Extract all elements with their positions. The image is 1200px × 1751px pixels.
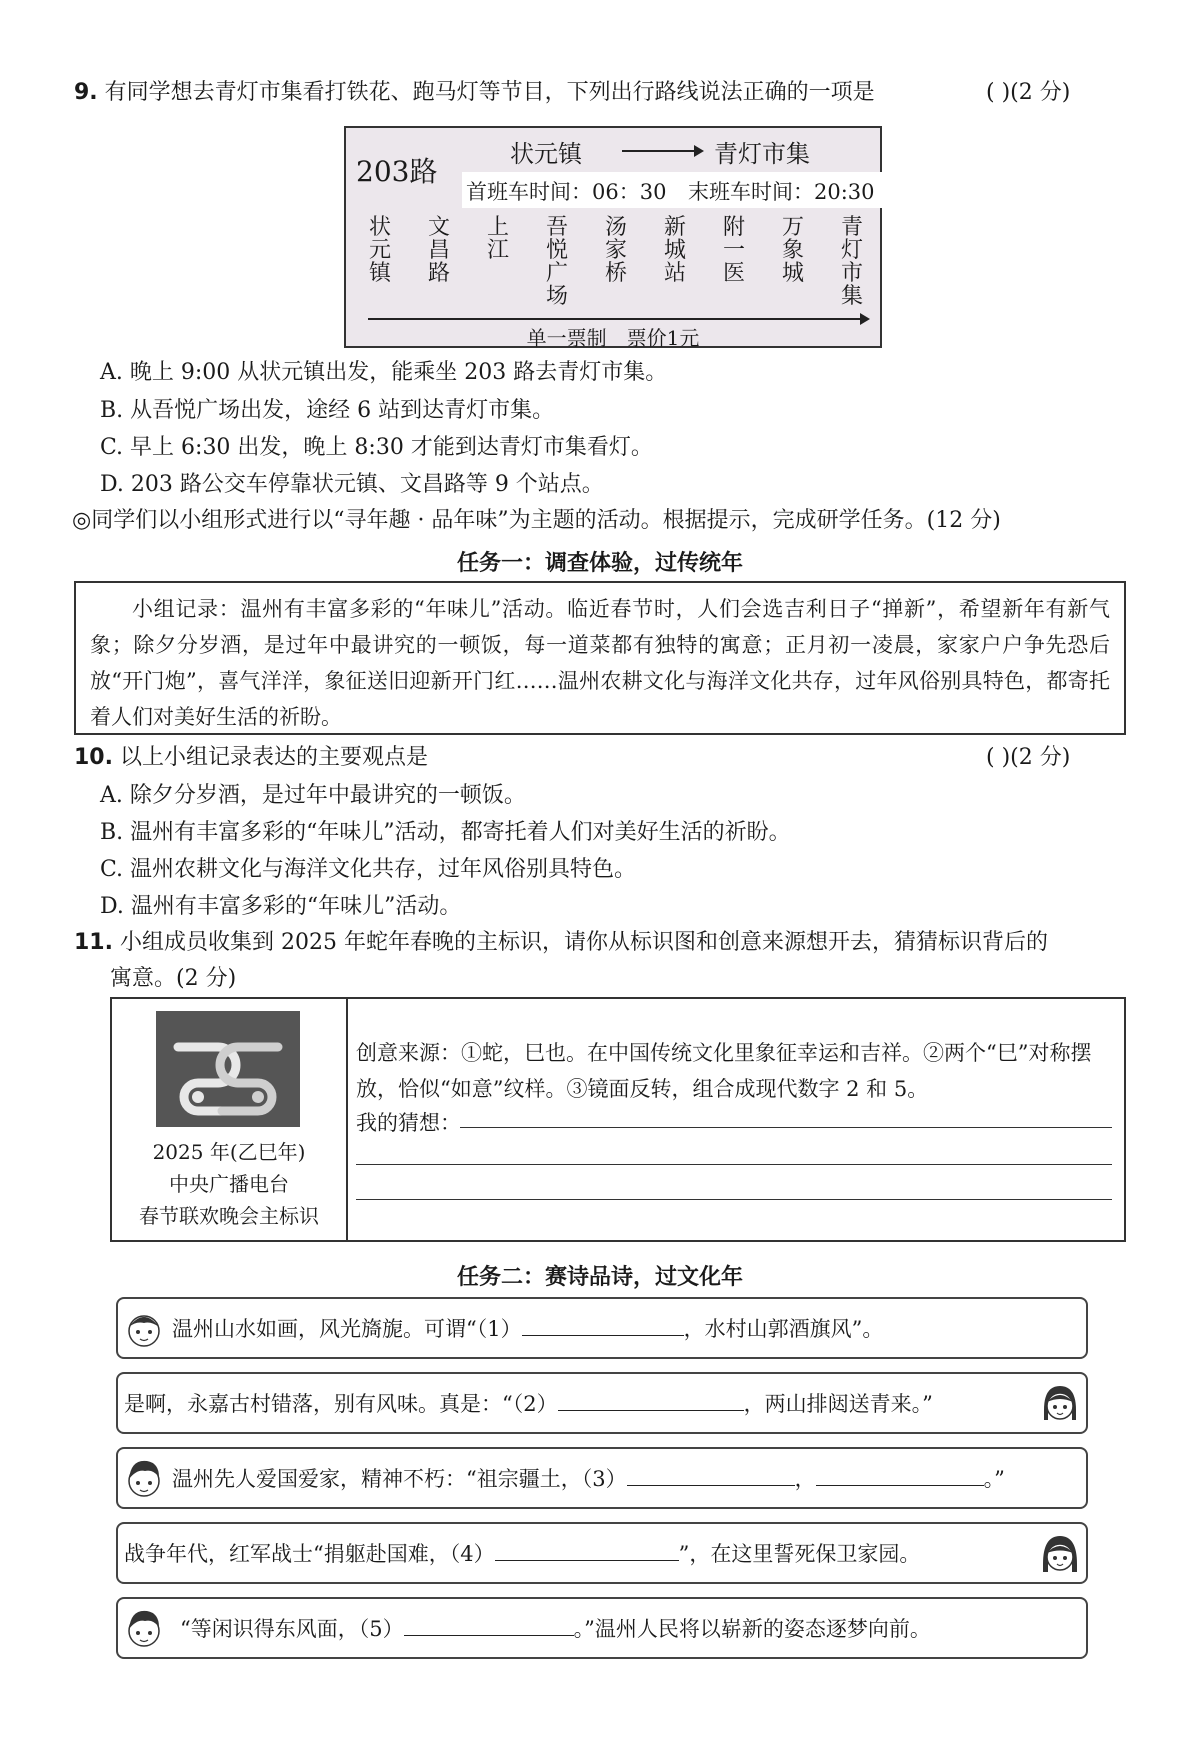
girl-avatar-icon (1038, 1380, 1082, 1428)
q10-option-b: B. 温州有丰富多彩的“年味儿”活动，都寄托着人们对美好生活的祈盼。 (100, 820, 791, 845)
q10-score: ( )(2 分) (986, 745, 1071, 770)
activity-intro: ◎同学们以小组形式进行以“寻年趣 · 品年味”为主题的活动。根据提示，完成研学任务。(12 分) (72, 508, 1001, 533)
bus-stop: 青灯市集 (840, 215, 863, 309)
bus-destination: 青灯市集 (714, 140, 810, 168)
logo-caption-title: 春节联欢晚会主标识 (139, 1204, 319, 1228)
answer-blank-4[interactable] (495, 1540, 679, 1561)
bus-stop: 附一医 (722, 215, 745, 286)
poem-dialog (116, 1447, 1088, 1509)
logo-panel (110, 997, 1126, 1242)
bus-stop: 新城站 (663, 215, 686, 286)
dialog-line (172, 1315, 883, 1343)
task1-title: 任务一：调查体验，过传统年 (456, 551, 743, 576)
dialog-text-before: 温州山水如画，风光旖旎。可谓“（1） (172, 1317, 522, 1341)
bus-stop: 万象城 (781, 215, 804, 286)
dialog-line (124, 1390, 933, 1418)
bus-stop: 上江 (486, 215, 509, 263)
bus-stop: 状元镇 (368, 215, 391, 286)
q9-option-d: D. 203 路公交车停靠状元镇、文昌路等 9 个站点。 (100, 472, 604, 497)
dialog-text-mid: ， (794, 1467, 816, 1491)
q9-number: 9. (74, 80, 98, 105)
guess-answer-line[interactable] (356, 1199, 1112, 1200)
first-bus-time: 首班车时间：06：30 (466, 180, 667, 204)
guess-answer-line[interactable] (460, 1127, 1112, 1128)
snake-ruyi-logo-icon (156, 1011, 300, 1127)
bus-fare: 单一票制 票价1元 (526, 326, 700, 350)
bus-stop: 文昌路 (427, 215, 450, 286)
dialog-text-after: ，两山排闼送青来。” (743, 1392, 933, 1416)
task2-title: 任务二：赛诗品诗，过文化年 (456, 1265, 743, 1290)
bus-times (462, 172, 882, 208)
poem-dialog (116, 1597, 1088, 1659)
q9-text: 有同学想去青灯市集看打铁花、跑马灯等节目，下列出行路线说法正确的一项是 (104, 80, 875, 105)
route-arrow-icon (368, 318, 868, 320)
idea-source: 创意来源：①蛇，巳也。在中国传统文化里象征幸运和吉祥。②两个“巳”对称摆放，恰似“如意”纹样。③镜面反转，组合成现代数字 2 和 5。 (356, 1041, 1092, 1101)
spring-festival-gala-logo (156, 1011, 300, 1127)
q9-option-c: C. 早上 6:30 出发，晚上 8:30 才能到达青灯市集看灯。 (100, 435, 653, 460)
bus-stop: 吾悦广场 (545, 215, 568, 309)
guess-label: 我的猜想： (356, 1111, 461, 1135)
answer-blank-3a[interactable] (627, 1465, 795, 1486)
q10-option-a: A. 除夕分岁酒，是过年中最讲究的一顿饭。 (100, 783, 526, 808)
guess-answer-line[interactable] (356, 1164, 1112, 1165)
bus-stop: 汤家桥 (604, 215, 627, 286)
poem-dialog (116, 1297, 1088, 1359)
q10-option-d: D. 温州有丰富多彩的“年味儿”活动。 (100, 894, 462, 919)
girl-avatar-icon (1038, 1530, 1082, 1578)
dialog-line (124, 1540, 920, 1568)
q10-number: 10. (74, 745, 113, 770)
q10-option-c: C. 温州农耕文化与海洋文化共存，过年风俗别具特色。 (100, 857, 637, 882)
dialog-text-before: 是啊，永嘉古村错落，别有风味。真是：“（2） (124, 1392, 558, 1416)
q11-number: 11. (74, 930, 113, 955)
arrow-right-icon (622, 150, 702, 152)
dialog-text-after: 。”温州人民将以崭新的姿态逐梦向前。 (573, 1617, 931, 1641)
answer-blank-5[interactable] (404, 1615, 574, 1636)
q10-text: 以上小组记录表达的主要观点是 (119, 745, 428, 770)
bus-route-board (344, 126, 882, 348)
dialog-text-after: ”，在这里誓死保卫家园。 (678, 1542, 921, 1566)
q11-stem (74, 928, 1048, 958)
logo-area (112, 999, 348, 1240)
dialog-text-after: ，水村山郭酒旗风”。 (683, 1317, 884, 1341)
group-record: 小组记录：温州有丰富多彩的“年味儿”活动。临近春节时，人们会选吉利日子“掸新”，希望新年有新气象；除夕分岁酒，是过年中最讲究的一顿饭，每一道菜都有独特的寓意；正月初一凌晨，家家户户争先恐后放“开门炮”，喜气洋洋，象征送旧迎新开门红……温州农耕文化与海洋文化共存，过年风俗别具特色，都寄托着人们对美好生活的祈盼。 (74, 581, 1126, 735)
q11-text-line2: 寓意。(2 分) (110, 966, 237, 991)
logo-caption-org: 中央广播电台 (169, 1172, 289, 1196)
dialog-line (180, 1615, 931, 1643)
bus-origin: 状元镇 (510, 140, 582, 168)
answer-blank-3b[interactable] (816, 1465, 984, 1486)
last-bus-time: 末班车时间：20:30 (688, 180, 875, 204)
logo-caption-year: 2025 年(乙巳年) (152, 1140, 306, 1164)
dialog-line (172, 1465, 1005, 1493)
dialog-text-before: “等闲识得东风面，（5） (180, 1617, 404, 1641)
boy-avatar-icon (122, 1455, 166, 1503)
answer-blank-2[interactable] (558, 1390, 744, 1411)
dialog-text-before: 战争年代，红军战士“捐躯赴国难，（4） (124, 1542, 495, 1566)
q11-text-line1: 小组成员收集到 2025 年蛇年春晚的主标识，请你从标识图和创意来源想开去，猜猜标识背后的 (119, 930, 1048, 955)
poem-dialog (116, 1522, 1088, 1584)
q9-option-b: B. 从吾悦广场出发，途经 6 站到达青灯市集。 (100, 398, 555, 423)
boy-avatar-icon (122, 1605, 166, 1653)
dialog-text-before: 温州先人爱国爱家，精神不朽：“祖宗疆土，（3） (172, 1467, 627, 1491)
answer-blank-1[interactable] (522, 1315, 684, 1336)
q10-stem (74, 743, 428, 773)
q9-stem (74, 78, 875, 108)
boy-avatar-icon (122, 1305, 166, 1353)
q9-score: ( )(2 分) (986, 80, 1071, 105)
dialog-text-after: 。” (983, 1467, 1005, 1491)
bus-route-number: 203路 (356, 155, 438, 188)
q9-option-a: A. 晚上 9:00 从状元镇出发，能乘坐 203 路去青灯市集。 (100, 360, 668, 385)
poem-dialog (116, 1372, 1088, 1434)
